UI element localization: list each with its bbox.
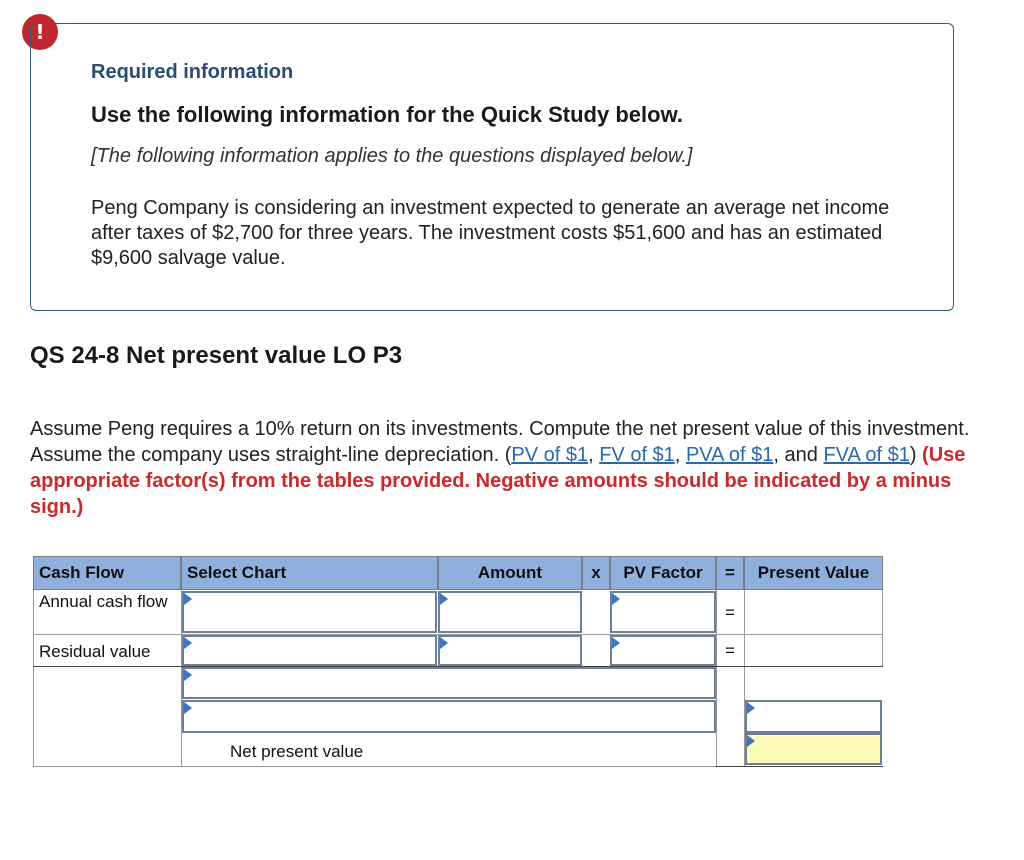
link-fv-of-1[interactable]: FV of $1	[599, 444, 675, 466]
link-sep: , and	[773, 444, 824, 466]
extra-label-input-1[interactable]	[182, 667, 716, 699]
row-label-residual-value: Residual value	[39, 642, 151, 661]
applies-note: [The following information applies to the questions displayed below.]	[91, 145, 693, 167]
link-pva-of-1[interactable]: PVA of $1	[685, 444, 774, 466]
present-value-residual	[745, 635, 882, 666]
link-sep: ,	[588, 444, 600, 466]
select-chart-residual-dropdown[interactable]	[182, 635, 437, 666]
extra-label-input-2[interactable]	[182, 700, 716, 733]
equals-sign: =	[725, 641, 735, 660]
equals-sign: =	[725, 603, 735, 622]
info-instruction: Use the following information for the Quick Study below.	[91, 102, 683, 127]
pv-factor-residual-input[interactable]	[610, 635, 716, 666]
required-info-title: Required information	[91, 61, 294, 83]
net-present-value-label: Net present value	[230, 742, 364, 761]
question-instructions	[30, 416, 1000, 520]
header-amount: Amount	[438, 556, 582, 590]
amount-annual-input[interactable]	[438, 591, 582, 633]
link-pv-of-1[interactable]: PV of $1	[511, 444, 589, 466]
header-select-chart: Select Chart	[181, 556, 438, 590]
question-text: Assume Peng requires a 10% return on its investments. Compute the net present value of this investment. Assume the company uses straight-line depreciation. (	[30, 418, 970, 466]
link-fva-of-1[interactable]: FVA of $1	[823, 444, 910, 466]
pv-factor-annual-input[interactable]	[610, 591, 716, 633]
net-present-value-input[interactable]	[745, 733, 882, 765]
header-pv-factor: PV Factor	[610, 556, 716, 590]
present-value-annual	[745, 591, 882, 633]
scenario-text: Peng Company is considering an investment expected to generate an average net income after taxes of $2,700 for three years. The investment costs $51,600 and has an estimated $9,600 salvage value.	[91, 197, 890, 269]
select-chart-annual-dropdown[interactable]	[182, 591, 437, 633]
text-after-links: )	[909, 444, 923, 466]
extra-amount-input[interactable]	[745, 700, 882, 733]
amount-residual-input[interactable]	[438, 635, 582, 666]
alert-icon: !	[22, 14, 58, 50]
question-title: QS 24-8 Net present value LO P3	[30, 342, 403, 369]
header-cash-flow: Cash Flow	[33, 556, 181, 590]
row-label-annual-cash-flow: Annual cash flow	[39, 592, 168, 611]
link-sep: ,	[674, 444, 686, 466]
red-instruction-note: (Use appropriate factor(s) from the tables provided. Negative amounts should be indicated by a minus sign.)	[30, 444, 966, 518]
header-equals: =	[716, 556, 744, 590]
header-present-value: Present Value	[744, 556, 883, 590]
header-times: x	[582, 556, 610, 590]
